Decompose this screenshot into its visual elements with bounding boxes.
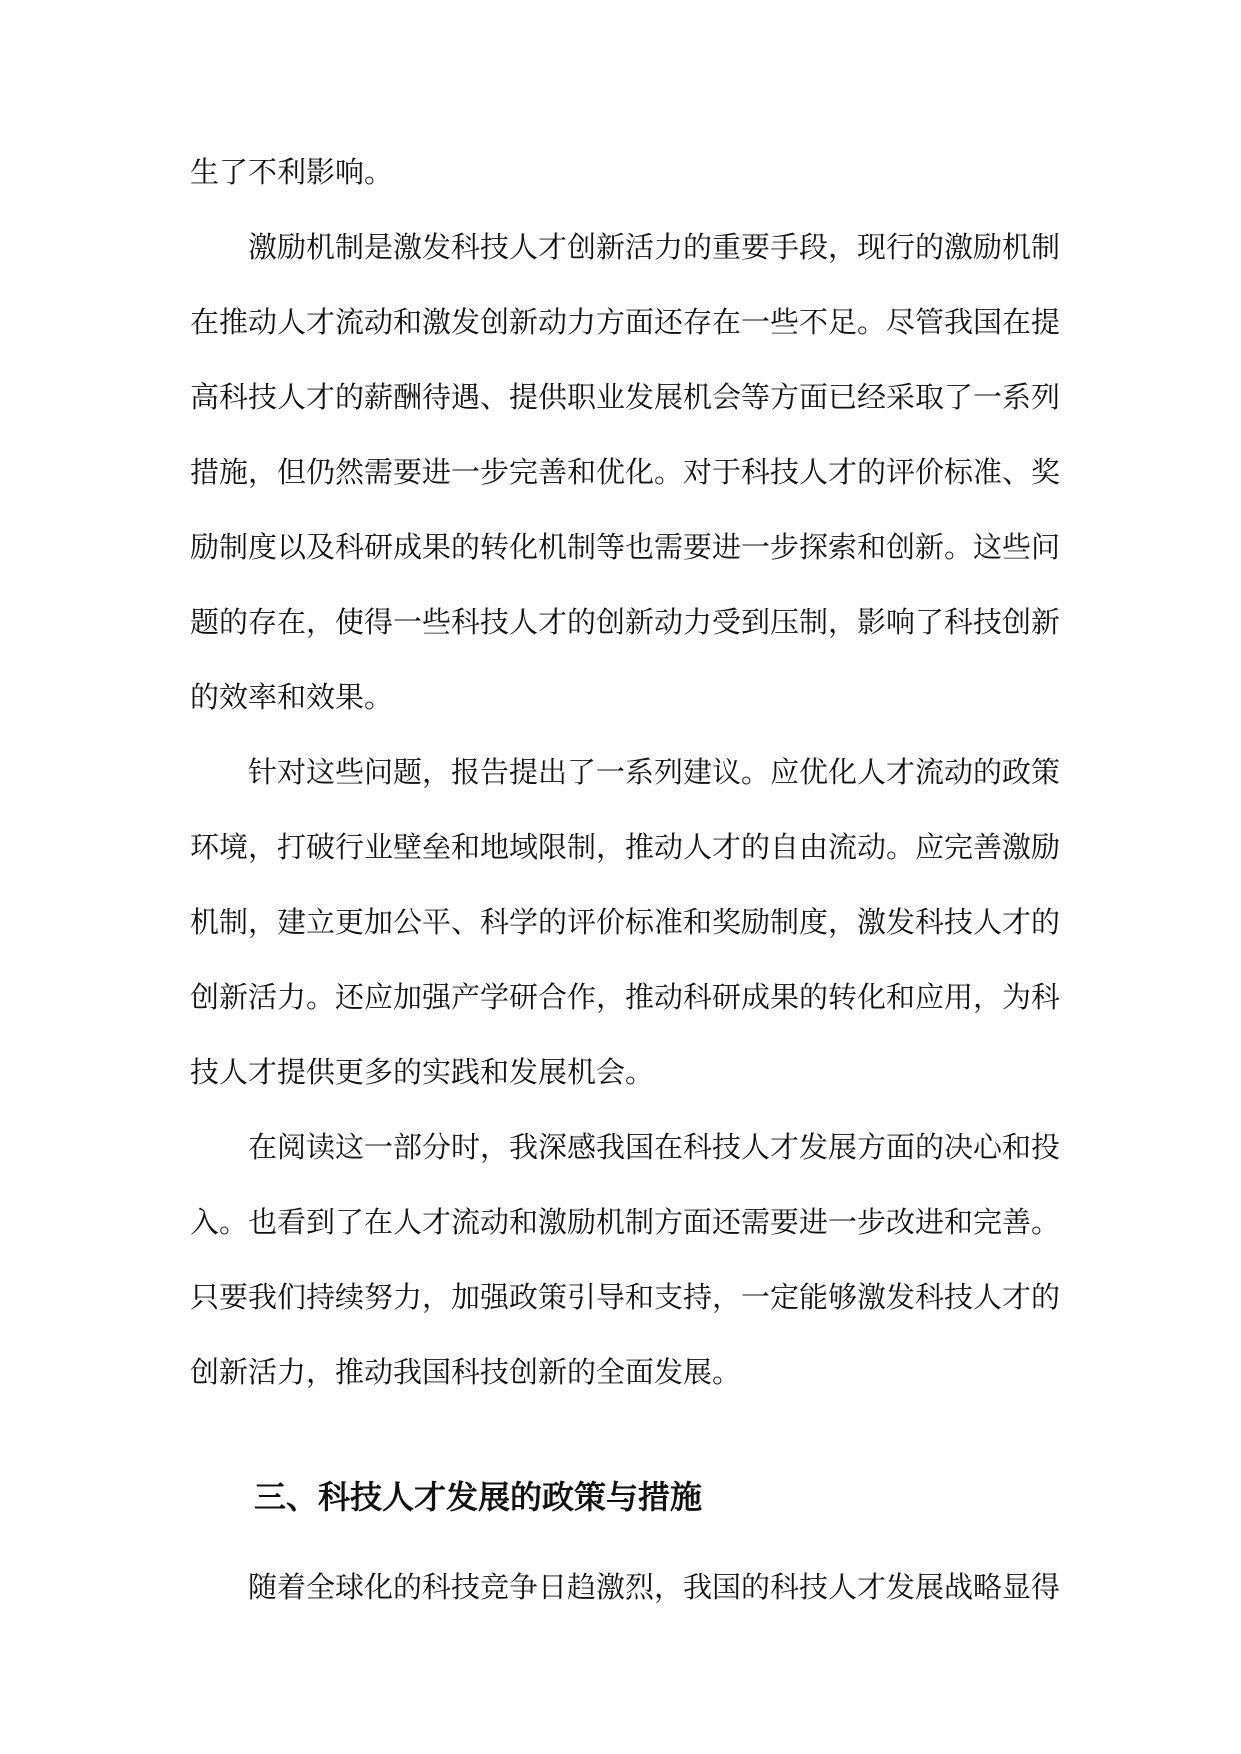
text-line: 措施，但仍然需要进一步完善和优化。对于科技人才的评价标准、奖	[190, 455, 1061, 489]
text-line: 生了不利影响。	[190, 155, 394, 189]
text-line: 技人才提供更多的实践和发展机会。	[190, 1055, 655, 1089]
text-line: 机制，建立更加公平、科学的评价标准和奖励制度，激发科技人才的	[190, 905, 1061, 939]
section-heading: 三、科技人才发展的政策与措施	[254, 1478, 703, 1516]
text-line: 激励机制是激发科技人才创新活力的重要手段，现行的激励机制	[248, 230, 1061, 264]
text-line: 高科技人才的薪酬待遇、提供职业发展机会等方面已经采取了一系列	[190, 380, 1061, 414]
text-line: 环境，打破行业壁垒和地域限制，推动人才的自由流动。应完善激励	[190, 830, 1061, 864]
text-line: 入。也看到了在人才流动和激励机制方面还需要进一步改进和完善。	[190, 1205, 1061, 1239]
text-line: 创新活力。还应加强产学研合作，推动科研成果的转化和应用，为科	[190, 980, 1061, 1014]
text-line: 题的存在，使得一些科技人才的创新动力受到压制，影响了科技创新	[190, 605, 1061, 639]
text-line: 在推动人才流动和激发创新动力方面还存在一些不足。尽管我国在提	[190, 305, 1061, 339]
text-line: 的效率和效果。	[190, 680, 394, 714]
text-line: 随着全球化的科技竞争日趋激烈，我国的科技人才发展战略显得	[248, 1570, 1061, 1604]
text-line: 只要我们持续努力，加强政策引导和支持，一定能够激发科技人才的	[190, 1280, 1061, 1314]
text-line: 针对这些问题，报告提出了一系列建议。应优化人才流动的政策	[248, 755, 1061, 789]
text-line: 励制度以及科研成果的转化机制等也需要进一步探索和创新。这些问	[190, 530, 1061, 564]
text-line: 创新活力，推动我国科技创新的全面发展。	[190, 1355, 742, 1389]
text-line: 在阅读这一部分时，我深感我国在科技人才发展方面的决心和投	[248, 1130, 1061, 1164]
